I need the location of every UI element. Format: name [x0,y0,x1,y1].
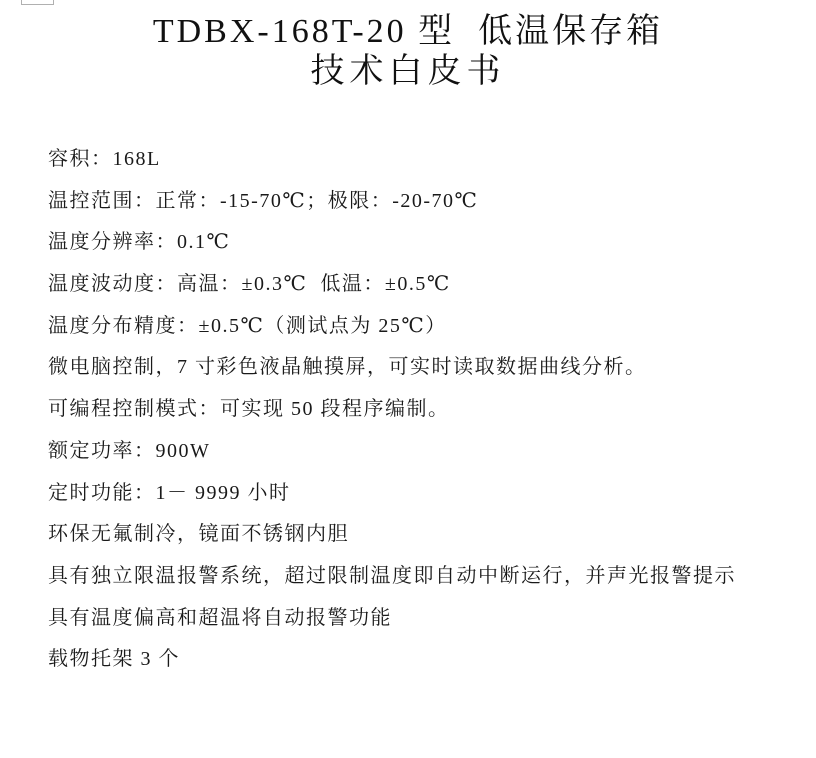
spec-line-timer: 定时功能：1－ 9999 小时 [48,481,291,504]
spec-line-capacity: 容积：168L [48,148,161,170]
spec-line-temp-range: 温控范围：正常：-15-70℃；极限：-20-70℃ [48,189,479,212]
spec-line-resolution: 温度分辨率：0.1℃ [48,231,231,254]
spec-line-programmable: 可编程控制模式：可实现 50 段程序编制。 [48,398,450,421]
title-line-2: 技术白皮书 [310,53,506,90]
spec-line-overtemp-alarm: 具有温度偏高和超温将自动报警功能 [48,606,392,629]
title-line-1: TDBX-168T-20 型 低温保存箱 [152,13,664,50]
spec-line-power: 额定功率：900W [48,439,211,462]
spec-list [48,139,796,681]
spec-line-limit-alarm: 具有独立限温报警系统，超过限制温度即自动中断运行，并声光报警提示 [48,564,736,587]
table-border-fragment [21,0,54,5]
spec-line-uniformity: 温度分布精度：±0.5℃（测试点为 25℃） [48,314,447,337]
spec-line-shelves: 载物托架 3 个 [48,648,180,671]
spec-line-controller: 微电脑控制，7 寸彩色液晶触摸屏，可实时读取数据曲线分析。 [48,356,647,379]
document-title [0,12,816,92]
spec-line-fluctuation: 温度波动度：高温：±0.3℃ 低温：±0.5℃ [48,273,451,296]
spec-line-refrigeration: 环保无氟制冷，镜面不锈钢内胆 [48,523,349,546]
